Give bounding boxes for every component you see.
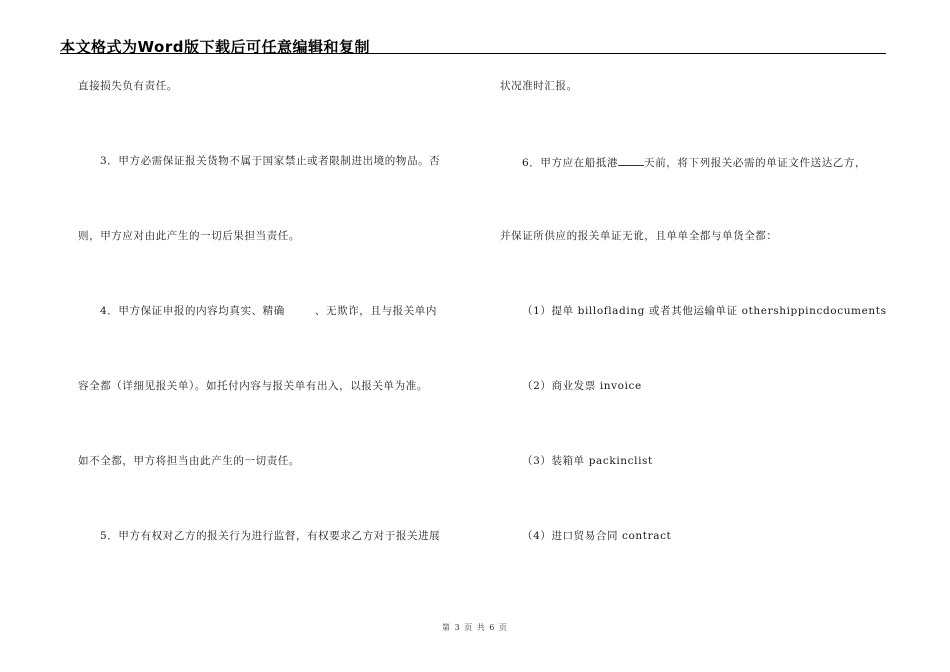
paragraph-line-part: 6．甲方应在船抵港 xyxy=(522,157,619,169)
paragraph-line: 则，甲方应对由此产生的一切后果担当责任。 xyxy=(78,230,300,242)
page-header-title: 本文格式为Word版下载后可任意编辑和复制 xyxy=(60,38,370,56)
paragraph-line: 直接损失负有责任。 xyxy=(78,80,178,92)
paragraph-line-part: 4．甲方保证申报的内容均真实、精确 xyxy=(100,305,285,317)
paragraph-line-part: 、无欺诈，且与报关单内 xyxy=(314,305,437,317)
paragraph-line xyxy=(500,154,866,170)
list-item: （1）提单 billoflading 或者其他运输单证 othershippincdocuments xyxy=(522,305,887,317)
paragraph-line: 容全都（详细见报关单）。如托付内容与报关单有出入，以报关单为准。 xyxy=(78,380,428,392)
list-item: （2）商业发票 invoice xyxy=(522,380,642,392)
paragraph-line: 5．甲方有权对乙方的报关行为进行监督，有权要求乙方对于报关进展 xyxy=(100,530,441,542)
paragraph-line: 并保证所供应的报关单证无讹，且单单全都与单货全都： xyxy=(500,230,778,242)
paragraph-line: 如不全都，甲方将担当由此产生的一切责任。 xyxy=(78,455,300,467)
fill-in-blank xyxy=(618,154,644,166)
paragraph-line-part: 天前，将下列报关必需的单证文件送达乙方， xyxy=(644,157,867,169)
header-divider xyxy=(60,53,886,54)
list-item: （4）进口贸易合同 contract xyxy=(522,530,672,542)
paragraph-line: 3．甲方必需保证报关货物不属于国家禁止或者限制进出境的物品。否 xyxy=(100,155,441,167)
paragraph-line: 状况准时汇报。 xyxy=(500,80,578,92)
list-item: （3）装箱单 packinclist xyxy=(522,455,653,467)
page-number: 第 3 页 共 6 页 xyxy=(442,623,508,632)
paragraph-line xyxy=(78,304,437,318)
